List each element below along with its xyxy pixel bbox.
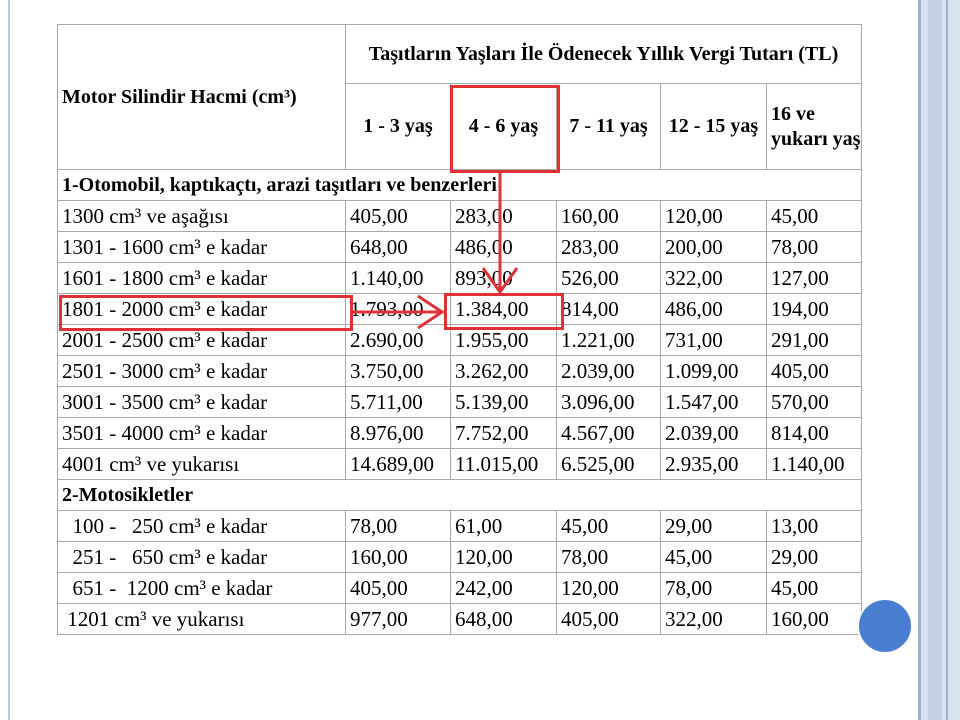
tax-value-cell: 405,00 — [346, 201, 451, 232]
motor-volume-header: Motor Silindir Hacmi (cm³) — [58, 25, 346, 170]
tax-value-cell: 78,00 — [767, 232, 862, 263]
tax-value-cell: 1.140,00 — [346, 263, 451, 294]
tax-value-cell: 1.547,00 — [661, 387, 767, 418]
age-column-header: 7 - 11 yaş — [557, 84, 661, 170]
tax-value-cell: 45,00 — [661, 542, 767, 573]
tax-value-cell: 283,00 — [451, 201, 557, 232]
tax-value-cell: 1.384,00 — [451, 294, 557, 325]
tax-value-cell: 120,00 — [451, 542, 557, 573]
tax-value-cell: 120,00 — [661, 201, 767, 232]
tax-value-cell: 14.689,00 — [346, 449, 451, 480]
tax-value-cell: 78,00 — [661, 573, 767, 604]
tax-value-cell: 78,00 — [557, 542, 661, 573]
tax-value-cell: 486,00 — [661, 294, 767, 325]
age-column-header: 1 - 3 yaş — [346, 84, 451, 170]
tax-value-cell: 6.525,00 — [557, 449, 661, 480]
tax-value-cell: 2.039,00 — [661, 418, 767, 449]
tax-value-cell: 731,00 — [661, 325, 767, 356]
tax-value-cell: 160,00 — [557, 201, 661, 232]
row-label: 2001 - 2500 cm³ e kadar — [58, 325, 346, 356]
tax-value-cell: 893,00 — [451, 263, 557, 294]
tax-value-cell: 8.976,00 — [346, 418, 451, 449]
table-main-title: Taşıtların Yaşları İle Ödenecek Yıllık Vergi Tutarı (TL) — [346, 25, 862, 84]
tax-value-cell: 3.096,00 — [557, 387, 661, 418]
tax-value-cell: 5.139,00 — [451, 387, 557, 418]
tax-value-cell: 11.015,00 — [451, 449, 557, 480]
tax-value-cell: 194,00 — [767, 294, 862, 325]
row-label: 1601 - 1800 cm³ e kadar — [58, 263, 346, 294]
tax-value-cell: 2.690,00 — [346, 325, 451, 356]
tax-value-cell: 405,00 — [767, 356, 862, 387]
tax-value-cell: 322,00 — [661, 604, 767, 635]
tax-value-cell: 1.221,00 — [557, 325, 661, 356]
tax-value-cell: 570,00 — [767, 387, 862, 418]
tax-value-cell: 29,00 — [661, 511, 767, 542]
tax-value-cell: 45,00 — [767, 573, 862, 604]
tax-value-cell: 3.262,00 — [451, 356, 557, 387]
row-label: 3001 - 3500 cm³ e kadar — [58, 387, 346, 418]
tax-value-cell: 13,00 — [767, 511, 862, 542]
tax-value-cell: 127,00 — [767, 263, 862, 294]
tax-value-cell: 5.711,00 — [346, 387, 451, 418]
tax-value-cell: 160,00 — [767, 604, 862, 635]
tax-value-cell: 977,00 — [346, 604, 451, 635]
decorative-circle — [857, 598, 913, 654]
tax-value-cell: 1.955,00 — [451, 325, 557, 356]
tax-value-cell: 283,00 — [557, 232, 661, 263]
tax-value-cell: 814,00 — [767, 418, 862, 449]
tax-value-cell: 200,00 — [661, 232, 767, 263]
tax-value-cell: 814,00 — [557, 294, 661, 325]
row-label: 4001 cm³ ve yukarısı — [58, 449, 346, 480]
tax-value-cell: 2.935,00 — [661, 449, 767, 480]
tax-value-cell: 322,00 — [661, 263, 767, 294]
age-column-header: 12 - 15 yaş — [661, 84, 767, 170]
tax-value-cell: 4.567,00 — [557, 418, 661, 449]
tax-value-cell: 2.039,00 — [557, 356, 661, 387]
age-column-header: 4 - 6 yaş — [451, 84, 557, 170]
row-label: 1301 - 1600 cm³ e kadar — [58, 232, 346, 263]
tax-value-cell: 1.099,00 — [661, 356, 767, 387]
tax-value-cell: 78,00 — [346, 511, 451, 542]
tax-value-cell: 648,00 — [451, 604, 557, 635]
row-label: 100 - 250 cm³ e kadar — [58, 511, 346, 542]
row-label: 1201 cm³ ve yukarısı — [58, 604, 346, 635]
tax-value-cell: 405,00 — [557, 604, 661, 635]
row-label: 251 - 650 cm³ e kadar — [58, 542, 346, 573]
tax-value-cell: 7.752,00 — [451, 418, 557, 449]
tax-value-cell: 3.750,00 — [346, 356, 451, 387]
section-title-motorcycles: 2-Motosikletler — [58, 480, 862, 511]
tax-value-cell: 61,00 — [451, 511, 557, 542]
tax-value-cell: 160,00 — [346, 542, 451, 573]
tax-value-cell: 1.140,00 — [767, 449, 862, 480]
tax-value-cell: 242,00 — [451, 573, 557, 604]
tax-value-cell: 120,00 — [557, 573, 661, 604]
age-column-header: 16 ve yukarı yaş — [767, 84, 862, 170]
section-title-cars: 1-Otomobil, kaptıkaçtı, arazi taşıtları ve benzerleri — [58, 170, 862, 201]
row-label: 3501 - 4000 cm³ e kadar — [58, 418, 346, 449]
tax-value-cell: 45,00 — [767, 201, 862, 232]
tax-value-cell: 29,00 — [767, 542, 862, 573]
tax-value-cell: 648,00 — [346, 232, 451, 263]
tax-value-cell: 291,00 — [767, 325, 862, 356]
tax-value-cell: 486,00 — [451, 232, 557, 263]
tax-value-cell: 45,00 — [557, 511, 661, 542]
tax-value-cell: 526,00 — [557, 263, 661, 294]
row-label: 1300 cm³ ve aşağısı — [58, 201, 346, 232]
tax-value-cell: 405,00 — [346, 573, 451, 604]
row-label: 1801 - 2000 cm³ e kadar — [58, 294, 346, 325]
row-label: 651 - 1200 cm³ e kadar — [58, 573, 346, 604]
row-label: 2501 - 3000 cm³ e kadar — [58, 356, 346, 387]
tax-value-cell: 1.793,00 — [346, 294, 451, 325]
